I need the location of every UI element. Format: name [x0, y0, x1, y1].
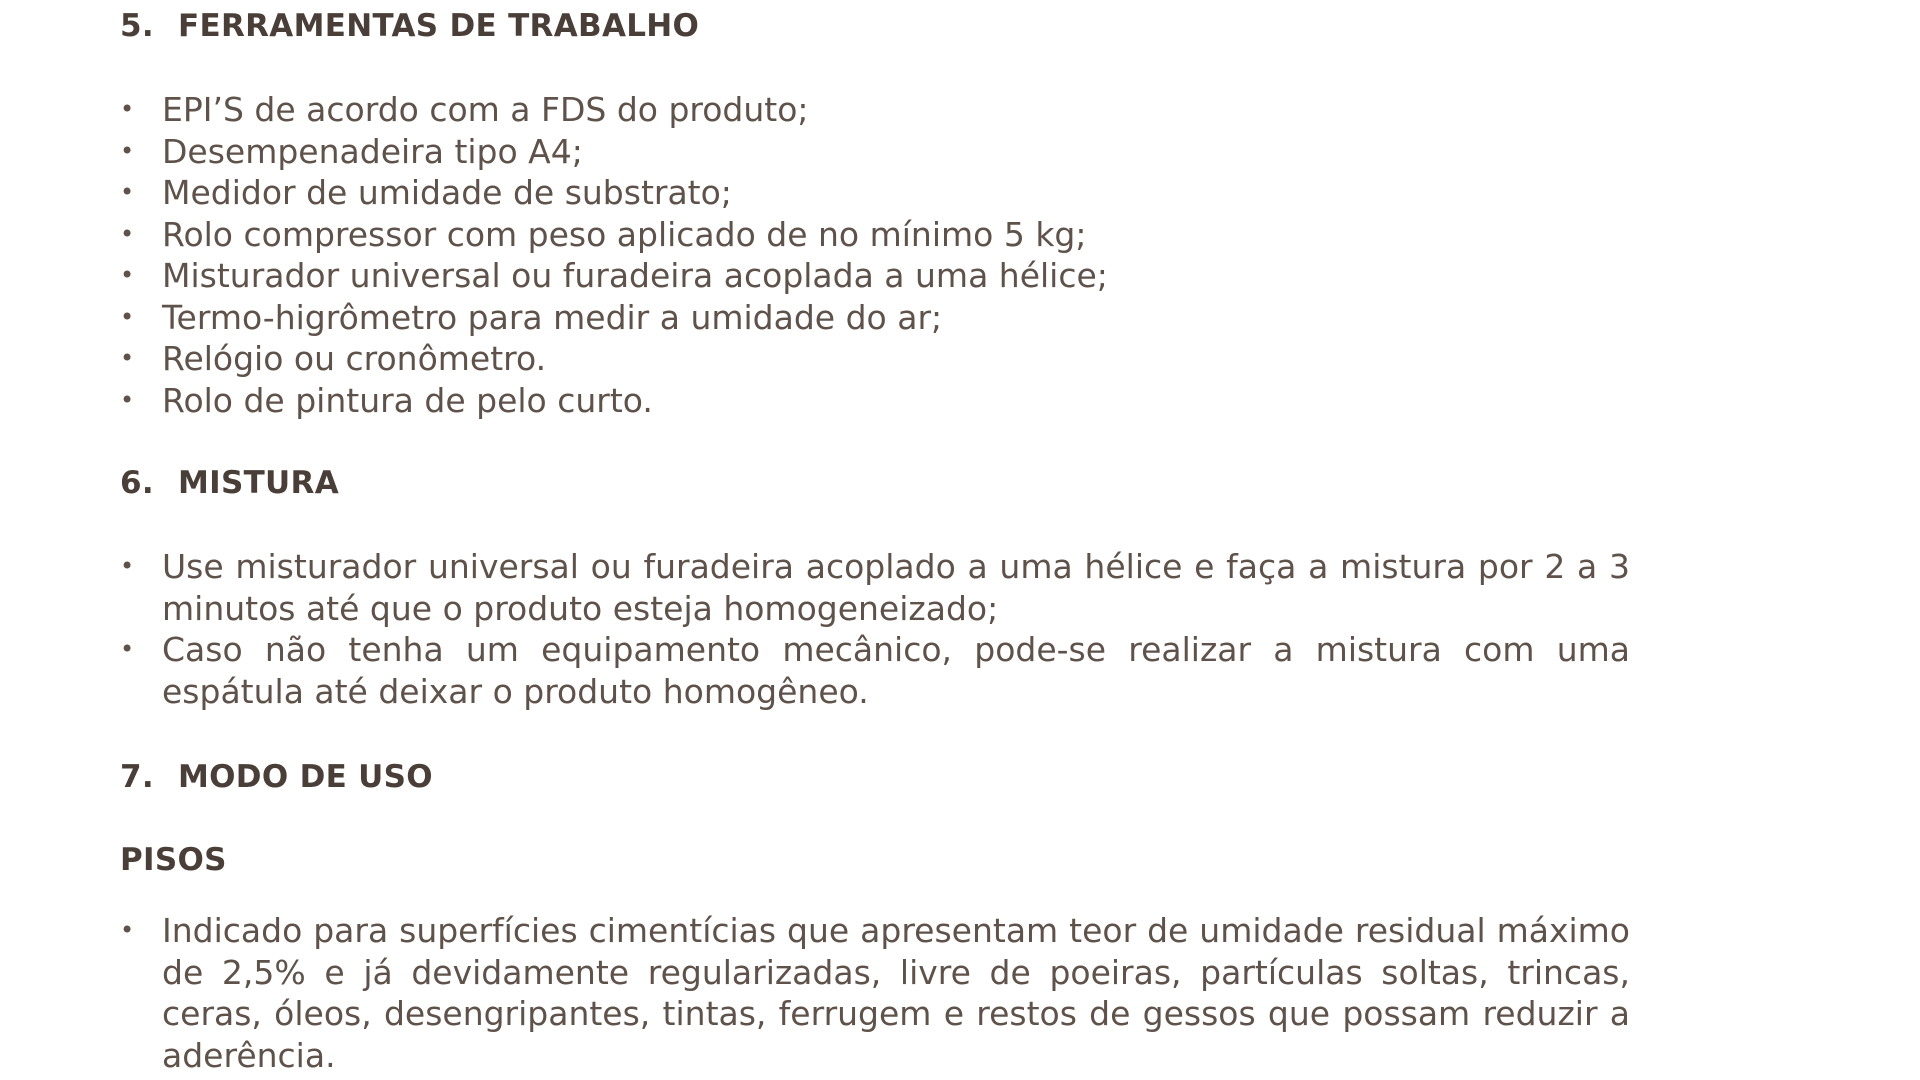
section-number: 6.	[120, 465, 154, 501]
list-item	[120, 338, 1630, 380]
bullet-list	[120, 89, 1630, 421]
bullet-icon: •	[120, 95, 135, 123]
list-item	[120, 89, 1630, 131]
bullet-icon: •	[120, 302, 135, 331]
section-mistura	[120, 463, 1630, 503]
section-heading	[120, 463, 1630, 503]
list-item	[120, 297, 1630, 339]
bullet-icon: •	[120, 344, 135, 372]
section-heading	[120, 6, 1630, 46]
list-item-text: Medidor de umidade de substrato;	[162, 173, 732, 212]
list-item	[120, 172, 1630, 214]
list-item	[120, 131, 1630, 173]
section-heading	[120, 757, 1630, 797]
subheading-pisos: PISOS	[120, 842, 227, 878]
list-item	[120, 214, 1630, 256]
section-number: 5.	[120, 8, 154, 44]
list-item	[120, 255, 1630, 297]
list-item-text: Use misturador universal ou furadeira acoplado a uma hélice e faça a mistura por 2 a 3 minutos até que o produto esteja homogeneizado;	[162, 547, 1630, 628]
bullet-icon: •	[120, 916, 135, 944]
list-item-text: Relógio ou cronômetro.	[162, 339, 547, 378]
list-item-text: EPI’S de acordo com a FDS do produto;	[162, 90, 809, 129]
list-item-text: Rolo de pintura de pelo curto.	[162, 380, 653, 420]
bullet-icon: •	[120, 635, 135, 663]
list-item	[120, 546, 1630, 629]
list-item-text: Rolo compressor com peso aplicado de no mínimo 5 kg;	[162, 214, 1087, 254]
bullet-icon: •	[120, 385, 135, 414]
section-modo-de-uso	[120, 757, 1630, 797]
list-item	[120, 629, 1630, 712]
section-number: 7.	[120, 759, 154, 795]
list-ferramentas	[120, 89, 1630, 421]
bullet-icon: •	[120, 552, 135, 580]
list-item-text: Caso não tenha um equipamento mecânico, pode-se realizar a mistura com uma espátula até deixar o produto homogêneo.	[162, 630, 1630, 711]
list-item-text: Misturador universal ou furadeira acoplada a uma hélice;	[162, 256, 1108, 295]
list-mistura	[120, 546, 1630, 712]
list-item	[120, 380, 1630, 422]
list-item-text: Termo-higrômetro para medir a umidade do ar;	[162, 297, 943, 337]
bullet-list	[120, 546, 1630, 712]
list-modo-de-uso	[120, 910, 1630, 1076]
list-item-text: Desempenadeira tipo A4;	[162, 131, 583, 171]
bullet-icon: •	[120, 219, 135, 248]
list-item-text: Indicado para superfícies cimentícias que apresentam teor de umidade residual máximo de 2,5% e já devidamente regularizadas, livre de poeiras, partículas soltas, trincas, ceras, óleos, desengripantes, tintas, ferrugem e restos de gessos que possam reduzir a aderência.	[162, 911, 1630, 1075]
bullet-icon: •	[120, 178, 135, 206]
list-item	[120, 910, 1630, 1076]
bullet-icon: •	[120, 261, 135, 289]
section-title: MODO DE USO	[178, 759, 433, 795]
bullet-list	[120, 910, 1630, 1076]
section-title: FERRAMENTAS DE TRABALHO	[178, 8, 700, 44]
section-title: MISTURA	[178, 465, 339, 501]
section-ferramentas	[120, 6, 1630, 46]
bullet-icon: •	[120, 136, 135, 165]
